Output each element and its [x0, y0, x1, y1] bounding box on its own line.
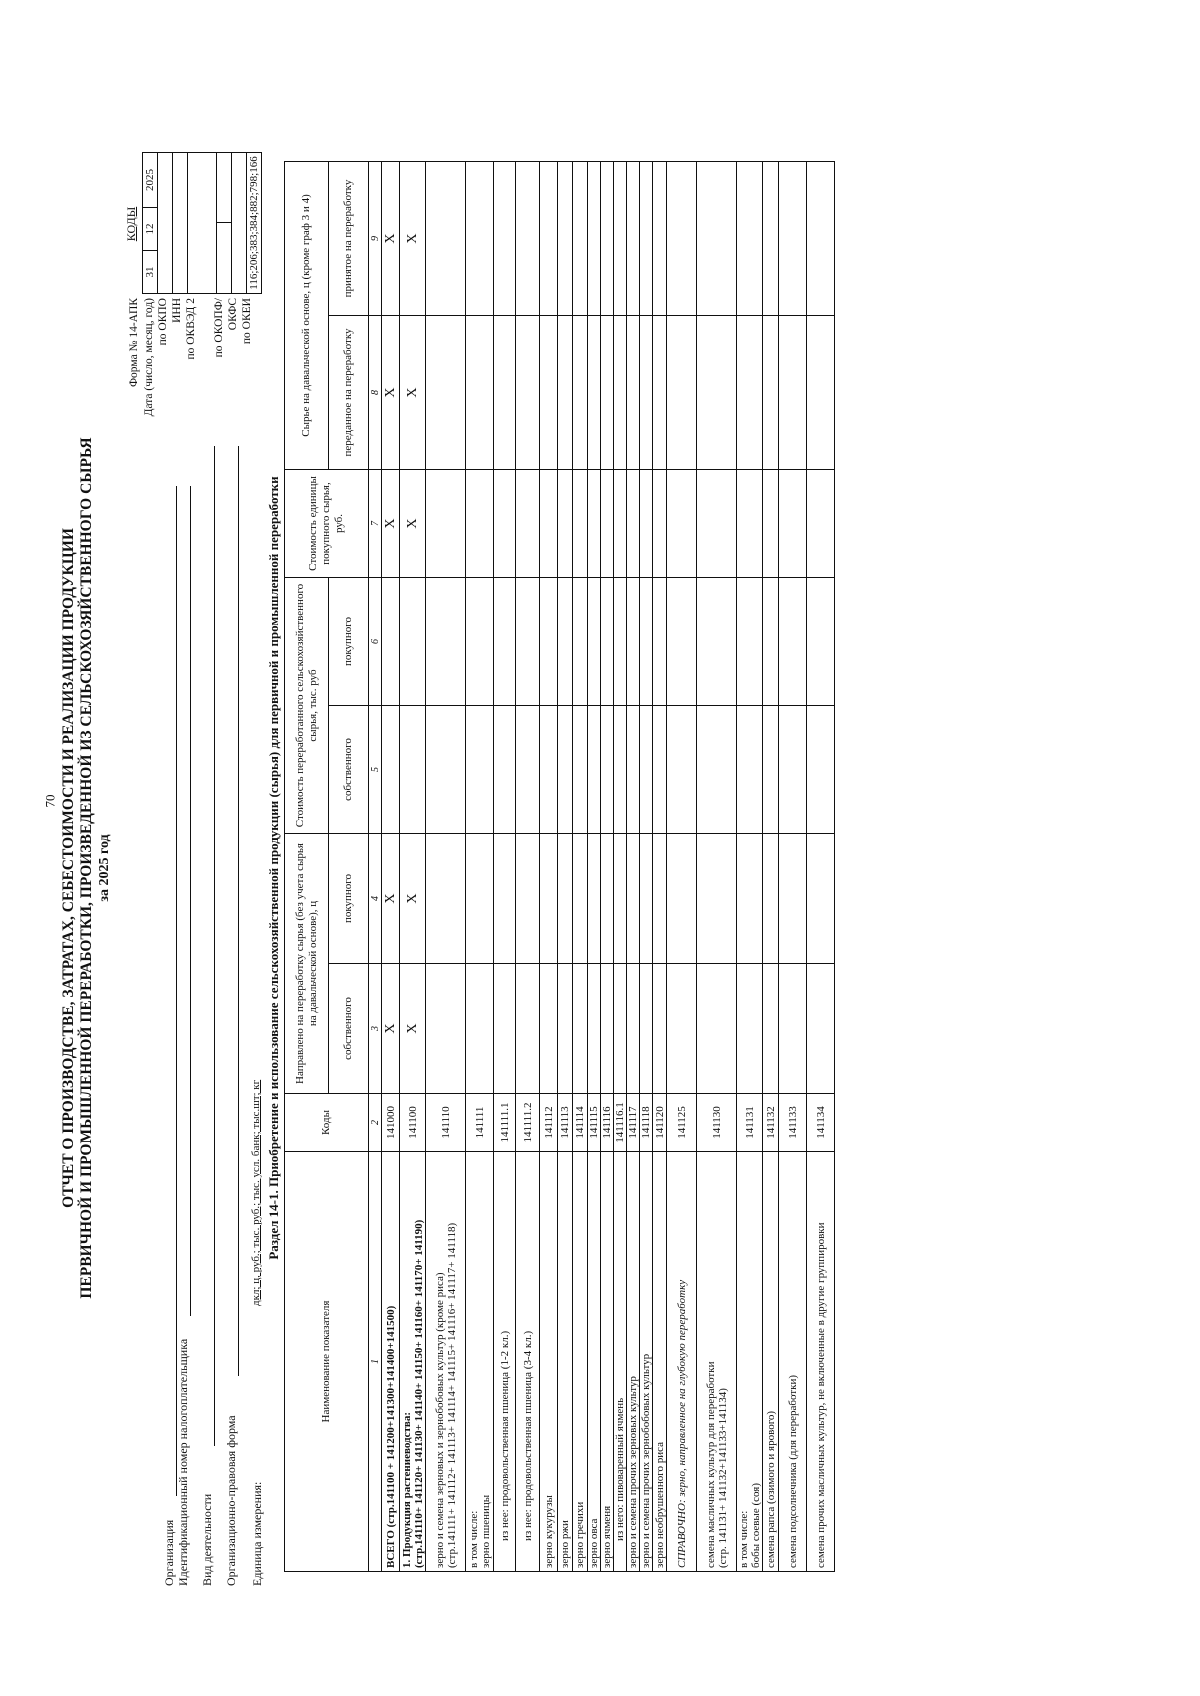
- col-header-bought-1: покупного: [329, 834, 369, 964]
- row-name: из нее: продовольственная пшеница (1-2 кл.): [494, 1152, 516, 1572]
- row-value-cell[interactable]: [779, 834, 807, 964]
- row-value-cell[interactable]: [601, 964, 614, 1094]
- date-year: 2025: [144, 169, 156, 191]
- row-value-cell[interactable]: X: [382, 964, 400, 1094]
- row-value-cell[interactable]: [653, 706, 667, 834]
- inn-field[interactable]: [190, 486, 191, 1316]
- row-code: 141117: [627, 1094, 640, 1152]
- column-number: 5: [369, 706, 382, 834]
- row-value-cell[interactable]: [763, 470, 779, 578]
- row-value-cell[interactable]: X: [400, 470, 426, 578]
- row-value-cell[interactable]: [614, 316, 627, 470]
- row-name: зерно ячменя: [601, 1152, 614, 1572]
- row-value-cell[interactable]: [573, 470, 588, 578]
- row-name: зерно и семена зерновых и зернобобовых культур (кроме риса) (стр.141111+ 141112+ 141113+ 141114+ 141115+ 141116+ 141117+ 141118): [426, 1152, 466, 1572]
- row-value-cell[interactable]: [516, 706, 540, 834]
- row-value-cell[interactable]: [426, 316, 466, 470]
- row-value-cell[interactable]: [540, 316, 558, 470]
- row-value-cell[interactable]: [640, 162, 653, 316]
- row-value-cell[interactable]: [588, 834, 601, 964]
- row-value-cell[interactable]: X: [400, 316, 426, 470]
- col-header-own-2: собственного: [329, 706, 369, 834]
- row-value-cell[interactable]: [737, 706, 763, 834]
- row-value-cell[interactable]: [466, 834, 494, 964]
- row-value-cell[interactable]: [558, 706, 573, 834]
- row-code: 141116: [601, 1094, 614, 1152]
- row-value-cell[interactable]: [667, 964, 697, 1094]
- row-value-cell[interactable]: [426, 834, 466, 964]
- row-value-cell[interactable]: [466, 578, 494, 706]
- row-value-cell[interactable]: [494, 470, 516, 578]
- row-value-cell[interactable]: [667, 834, 697, 964]
- row-value-cell[interactable]: X: [382, 316, 400, 470]
- row-code: 141130: [697, 1094, 737, 1152]
- table-row: [382, 162, 400, 1572]
- row-value-cell[interactable]: [640, 964, 653, 1094]
- col-header-accepted: принятое на переработку: [329, 162, 369, 316]
- row-value-cell[interactable]: [588, 578, 601, 706]
- row-value-cell[interactable]: [516, 162, 540, 316]
- report-title: [60, 150, 114, 1586]
- row-value-cell[interactable]: [807, 964, 835, 1094]
- row-value-cell[interactable]: [697, 316, 737, 470]
- row-value-cell[interactable]: [779, 316, 807, 470]
- row-code: 141110: [426, 1094, 466, 1152]
- table-row: [697, 162, 737, 1572]
- row-value-cell[interactable]: [426, 470, 466, 578]
- row-value-cell[interactable]: [573, 964, 588, 1094]
- row-value-cell[interactable]: [601, 470, 614, 578]
- row-code: 141132: [763, 1094, 779, 1152]
- activity-field[interactable]: [214, 446, 215, 1446]
- row-value-cell[interactable]: [614, 706, 627, 834]
- row-name: в том числе: зерно пшеницы: [466, 1152, 494, 1572]
- row-code: 141133: [779, 1094, 807, 1152]
- row-value-cell[interactable]: [697, 162, 737, 316]
- table-row: [653, 162, 667, 1572]
- table-row: [516, 162, 540, 1572]
- row-value-cell[interactable]: [627, 706, 640, 834]
- okopf-okfs-code-row[interactable]: [217, 153, 232, 293]
- table-row: [779, 162, 807, 1572]
- column-number: 4: [369, 834, 382, 964]
- row-name: семена масличных культур для переработки (стр. 141131+ 141132+141133+141134): [697, 1152, 737, 1572]
- row-value-cell[interactable]: X: [382, 834, 400, 964]
- table-row: [737, 162, 763, 1572]
- row-value-cell[interactable]: [653, 316, 667, 470]
- row-value-cell[interactable]: X: [400, 834, 426, 964]
- table-row: [573, 162, 588, 1572]
- table-row: [601, 162, 614, 1572]
- row-value-cell[interactable]: [763, 964, 779, 1094]
- row-value-cell[interactable]: [540, 706, 558, 834]
- row-value-cell[interactable]: [653, 578, 667, 706]
- row-name: семена подсолнечника (для переработки): [779, 1152, 807, 1572]
- row-value-cell[interactable]: [426, 706, 466, 834]
- row-value-cell[interactable]: [627, 834, 640, 964]
- title-year: за 2025 год: [97, 834, 112, 902]
- row-value-cell[interactable]: [807, 470, 835, 578]
- row-value-cell[interactable]: [466, 316, 494, 470]
- row-name: из него: пивоваренный ячмень: [614, 1152, 627, 1572]
- row-value-cell[interactable]: [466, 470, 494, 578]
- row-value-cell[interactable]: [558, 162, 573, 316]
- row-value-cell[interactable]: [763, 316, 779, 470]
- row-code: 141000: [382, 1094, 400, 1152]
- row-value-cell[interactable]: [697, 470, 737, 578]
- row-value-cell[interactable]: [516, 470, 540, 578]
- row-value-cell[interactable]: [627, 470, 640, 578]
- date-day: 31: [143, 250, 157, 293]
- row-value-cell[interactable]: [614, 162, 627, 316]
- row-value-cell[interactable]: [737, 834, 763, 964]
- row-value-cell[interactable]: [737, 470, 763, 578]
- row-value-cell[interactable]: [540, 162, 558, 316]
- row-code: 141118: [640, 1094, 653, 1152]
- row-value-cell[interactable]: [573, 162, 588, 316]
- row-value-cell[interactable]: [779, 470, 807, 578]
- row-value-cell[interactable]: [697, 964, 737, 1094]
- row-value-cell[interactable]: [573, 316, 588, 470]
- row-name: зерно и семена прочих зернобобовых культур: [640, 1152, 653, 1572]
- row-value-cell[interactable]: [807, 706, 835, 834]
- row-value-cell[interactable]: [737, 162, 763, 316]
- row-value-cell[interactable]: [466, 706, 494, 834]
- table-row: [494, 162, 516, 1572]
- row-value-cell[interactable]: [653, 470, 667, 578]
- section-title: Раздел 14-1. Приобретение и использование сельскохозяйственной продукции (сырья) для первичной и промышленной переработки: [266, 476, 281, 1260]
- row-value-cell[interactable]: [614, 578, 627, 706]
- row-value-cell[interactable]: [494, 964, 516, 1094]
- row-value-cell[interactable]: [558, 834, 573, 964]
- row-value-cell[interactable]: [382, 706, 400, 834]
- row-value-cell[interactable]: [667, 162, 697, 316]
- row-value-cell[interactable]: [494, 162, 516, 316]
- form-label: Форма № 14-АПК: [128, 298, 140, 388]
- row-value-cell[interactable]: [763, 706, 779, 834]
- title-line-1: ОТЧЕТ О ПРОИЗВОДСТВЕ, ЗАТРАТАХ, СЕБЕСТОИМОСТИ И РЕАЛИЗАЦИИ ПРОДУКЦИИ: [60, 528, 77, 1208]
- row-value-cell[interactable]: [697, 834, 737, 964]
- row-code: 141112: [540, 1094, 558, 1152]
- row-value-cell[interactable]: [573, 834, 588, 964]
- row-value-cell[interactable]: [737, 578, 763, 706]
- row-value-cell[interactable]: X: [400, 162, 426, 316]
- row-value-cell[interactable]: [601, 316, 614, 470]
- date-label: Дата (число, месяц, год): [143, 298, 155, 417]
- col-group-tolling: Сырье на давальческой основе, ц (кроме граф 3 и 4): [285, 162, 329, 470]
- date-month: 12: [143, 207, 157, 250]
- codes-grid: [142, 152, 262, 294]
- row-value-cell[interactable]: [588, 316, 601, 470]
- unit-label: Единица измерения:: [250, 1481, 264, 1586]
- row-value-cell[interactable]: [763, 162, 779, 316]
- table-row: [640, 162, 653, 1572]
- column-number: 6: [369, 578, 382, 706]
- inn-label: Идентификационный номер налогоплательщика: [176, 1338, 190, 1586]
- okved-code-row[interactable]: [188, 153, 217, 293]
- okopf-label: по ОКОПФ/: [213, 298, 225, 358]
- col-header-code: Коды: [285, 1094, 369, 1152]
- table-row: [558, 162, 573, 1572]
- row-value-cell[interactable]: [516, 834, 540, 964]
- row-code: 141134: [807, 1094, 835, 1152]
- row-value-cell[interactable]: [640, 578, 653, 706]
- row-name: зерно и семена прочих зерновых культур: [627, 1152, 640, 1572]
- row-value-cell[interactable]: [516, 578, 540, 706]
- row-value-cell[interactable]: [614, 470, 627, 578]
- row-value-cell[interactable]: [614, 834, 627, 964]
- row-value-cell[interactable]: [601, 162, 614, 316]
- row-name: зерно ржи: [558, 1152, 573, 1572]
- row-value-cell[interactable]: [807, 162, 835, 316]
- table-row: [807, 162, 835, 1572]
- data-table: [284, 161, 835, 1572]
- table-row: [400, 162, 426, 1572]
- row-value-cell[interactable]: [400, 578, 426, 706]
- row-value-cell[interactable]: [697, 578, 737, 706]
- okpo-label: по ОКПО: [157, 298, 169, 346]
- okfs-label: ОКФС: [227, 298, 239, 331]
- col-group-directed: Направлено на переработку сырья (без учета сырья на давальческой основе), ц: [285, 834, 329, 1094]
- okpo-code-row[interactable]: [158, 153, 173, 293]
- row-value-cell[interactable]: [558, 578, 573, 706]
- row-value-cell[interactable]: [494, 316, 516, 470]
- row-value-cell[interactable]: [779, 706, 807, 834]
- date-code-row[interactable]: [143, 153, 158, 293]
- row-value-cell[interactable]: [382, 578, 400, 706]
- row-value-cell[interactable]: [627, 578, 640, 706]
- row-value-cell[interactable]: [494, 834, 516, 964]
- activity-label: Вид деятельности: [200, 1493, 214, 1586]
- row-value-cell[interactable]: [601, 834, 614, 964]
- row-value-cell[interactable]: [558, 964, 573, 1094]
- row-value-cell[interactable]: [426, 964, 466, 1094]
- row-value-cell[interactable]: [494, 706, 516, 834]
- legal-form-label: Организационно-правовая форма: [224, 1415, 238, 1586]
- row-value-cell[interactable]: [573, 706, 588, 834]
- inn-short-label: ИНН: [171, 298, 183, 323]
- table-row: [614, 162, 627, 1572]
- row-name: семена прочих масличных культур, не включенные в другие группировки: [807, 1152, 835, 1572]
- row-value-cell[interactable]: [540, 470, 558, 578]
- row-name: ВСЕГО (стр.141100 + 141200+141300+141400+141500): [382, 1152, 400, 1572]
- row-value-cell[interactable]: [573, 578, 588, 706]
- row-name: из нее: продовольственная пшеница (3-4 кл.): [516, 1152, 540, 1572]
- column-number: 8: [369, 316, 382, 470]
- row-code: 141111.2: [516, 1094, 540, 1152]
- row-name: зерно овса: [588, 1152, 601, 1572]
- col-header-bought-2: покупного: [329, 578, 369, 706]
- table-row: [763, 162, 779, 1572]
- report-sheet: [52, 150, 1148, 1586]
- row-value-cell[interactable]: X: [400, 964, 426, 1094]
- row-value-cell[interactable]: [627, 316, 640, 470]
- table-row: [588, 162, 601, 1572]
- row-value-cell[interactable]: [779, 964, 807, 1094]
- row-code: 141100: [400, 1094, 426, 1152]
- row-code: 141125: [667, 1094, 697, 1152]
- row-value-cell[interactable]: [737, 964, 763, 1094]
- row-value-cell[interactable]: [640, 834, 653, 964]
- unit-value: дкл; ц, руб.; тыс. руб.; тыс. усл. банк; тыс.шт; кг: [250, 1079, 262, 1306]
- row-value-cell[interactable]: X: [382, 162, 400, 316]
- row-value-cell[interactable]: [426, 162, 466, 316]
- legal-form-field[interactable]: [238, 446, 239, 1376]
- row-value-cell[interactable]: [588, 964, 601, 1094]
- row-value-cell[interactable]: [627, 162, 640, 316]
- okfs-code-row[interactable]: [232, 153, 247, 293]
- row-value-cell[interactable]: [640, 470, 653, 578]
- row-value-cell[interactable]: [627, 964, 640, 1094]
- row-code: 141111.1: [494, 1094, 516, 1152]
- row-name: СПРАВОЧНО: зерно, направленное на глубокую переработку: [667, 1152, 697, 1572]
- row-value-cell[interactable]: [588, 162, 601, 316]
- row-value-cell[interactable]: X: [382, 470, 400, 578]
- okei-code-row: 116;206;383;384;882;798;166: [248, 156, 260, 290]
- row-value-cell[interactable]: [779, 162, 807, 316]
- col-header-unit-cost: Стоимость единицы покупного сырья, руб.: [285, 470, 369, 578]
- row-name: семена рапса (озимого и ярового): [763, 1152, 779, 1572]
- column-number-row: [369, 162, 382, 1572]
- row-code: 141111: [466, 1094, 494, 1152]
- row-value-cell[interactable]: [516, 964, 540, 1094]
- inn-code-row[interactable]: [173, 153, 188, 293]
- row-value-cell[interactable]: [400, 706, 426, 834]
- row-value-cell[interactable]: [653, 834, 667, 964]
- col-header-name: Наименование показателя: [285, 1152, 369, 1572]
- row-value-cell[interactable]: [558, 470, 573, 578]
- row-name: зерно гречихи: [573, 1152, 588, 1572]
- row-name: зерно кукурузы: [540, 1152, 558, 1572]
- column-number: 3: [369, 964, 382, 1094]
- row-value-cell[interactable]: [466, 964, 494, 1094]
- row-value-cell[interactable]: [667, 706, 697, 834]
- row-value-cell[interactable]: [763, 834, 779, 964]
- row-value-cell[interactable]: [653, 964, 667, 1094]
- okved-label: по ОКВЭД 2: [185, 298, 197, 360]
- row-value-cell[interactable]: [640, 706, 653, 834]
- row-code: 141131: [737, 1094, 763, 1152]
- row-code: 141114: [573, 1094, 588, 1152]
- table-row: [667, 162, 697, 1572]
- row-value-cell[interactable]: [807, 316, 835, 470]
- row-value-cell[interactable]: [779, 578, 807, 706]
- row-value-cell[interactable]: [763, 578, 779, 706]
- column-number: 1: [369, 1152, 382, 1572]
- table-row: [627, 162, 640, 1572]
- codes-caption: КОДЫ: [124, 206, 138, 242]
- row-value-cell[interactable]: [614, 964, 627, 1094]
- row-value-cell[interactable]: [466, 162, 494, 316]
- row-value-cell[interactable]: [667, 316, 697, 470]
- row-value-cell[interactable]: [540, 578, 558, 706]
- row-value-cell[interactable]: [737, 316, 763, 470]
- column-number: 2: [369, 1094, 382, 1152]
- organization-label: Организация: [162, 1519, 176, 1586]
- row-name: в том числе: бобы соевые (соя): [737, 1152, 763, 1572]
- row-value-cell[interactable]: [588, 706, 601, 834]
- row-value-cell[interactable]: [653, 162, 667, 316]
- title-line-2: ПЕРВИЧНОЙ И ПРОМЫШЛЕННОЙ ПЕРЕРАБОТКИ, ПРОИЗВЕДЕННОЙ ИЗ СЕЛЬСКОХОЗЯЙСТВЕННОГО СЫРЬЯ: [78, 437, 95, 1299]
- row-value-cell[interactable]: [697, 706, 737, 834]
- row-value-cell[interactable]: [494, 578, 516, 706]
- row-value-cell[interactable]: [667, 470, 697, 578]
- row-value-cell[interactable]: [667, 578, 697, 706]
- col-header-own-1: собственного: [329, 964, 369, 1094]
- column-number: 9: [369, 162, 382, 316]
- row-value-cell[interactable]: [426, 578, 466, 706]
- table-row: [466, 162, 494, 1572]
- okei-label: по ОКЕИ: [241, 298, 253, 345]
- row-value-cell[interactable]: [807, 578, 835, 706]
- row-name: зерно необрушенного риса: [653, 1152, 667, 1572]
- row-value-cell[interactable]: [558, 316, 573, 470]
- row-value-cell[interactable]: [516, 316, 540, 470]
- table-row: [426, 162, 466, 1572]
- row-code: 141120: [653, 1094, 667, 1152]
- row-name: 1. Продукция растениеводства: (стр.141110+ 141120+ 141130+ 141140+ 141150+ 141160+ 141170+ 141190): [400, 1152, 426, 1572]
- row-value-cell[interactable]: [540, 834, 558, 964]
- row-code: 141113: [558, 1094, 573, 1152]
- row-value-cell[interactable]: [588, 470, 601, 578]
- column-number: 7: [369, 470, 382, 578]
- row-value-cell[interactable]: [540, 964, 558, 1094]
- col-group-cost: Стоимость переработанного сельскохозяйственного сырья, тыс. руб: [285, 578, 329, 834]
- col-header-transferred: переданное на переработку: [329, 316, 369, 470]
- row-code: 141115: [588, 1094, 601, 1152]
- table-row: [540, 162, 558, 1572]
- row-code: 141116.1: [614, 1094, 627, 1152]
- row-value-cell[interactable]: [640, 316, 653, 470]
- row-value-cell[interactable]: [601, 578, 614, 706]
- page-number: 70: [42, 794, 58, 808]
- row-value-cell[interactable]: [601, 706, 614, 834]
- row-value-cell[interactable]: [807, 834, 835, 964]
